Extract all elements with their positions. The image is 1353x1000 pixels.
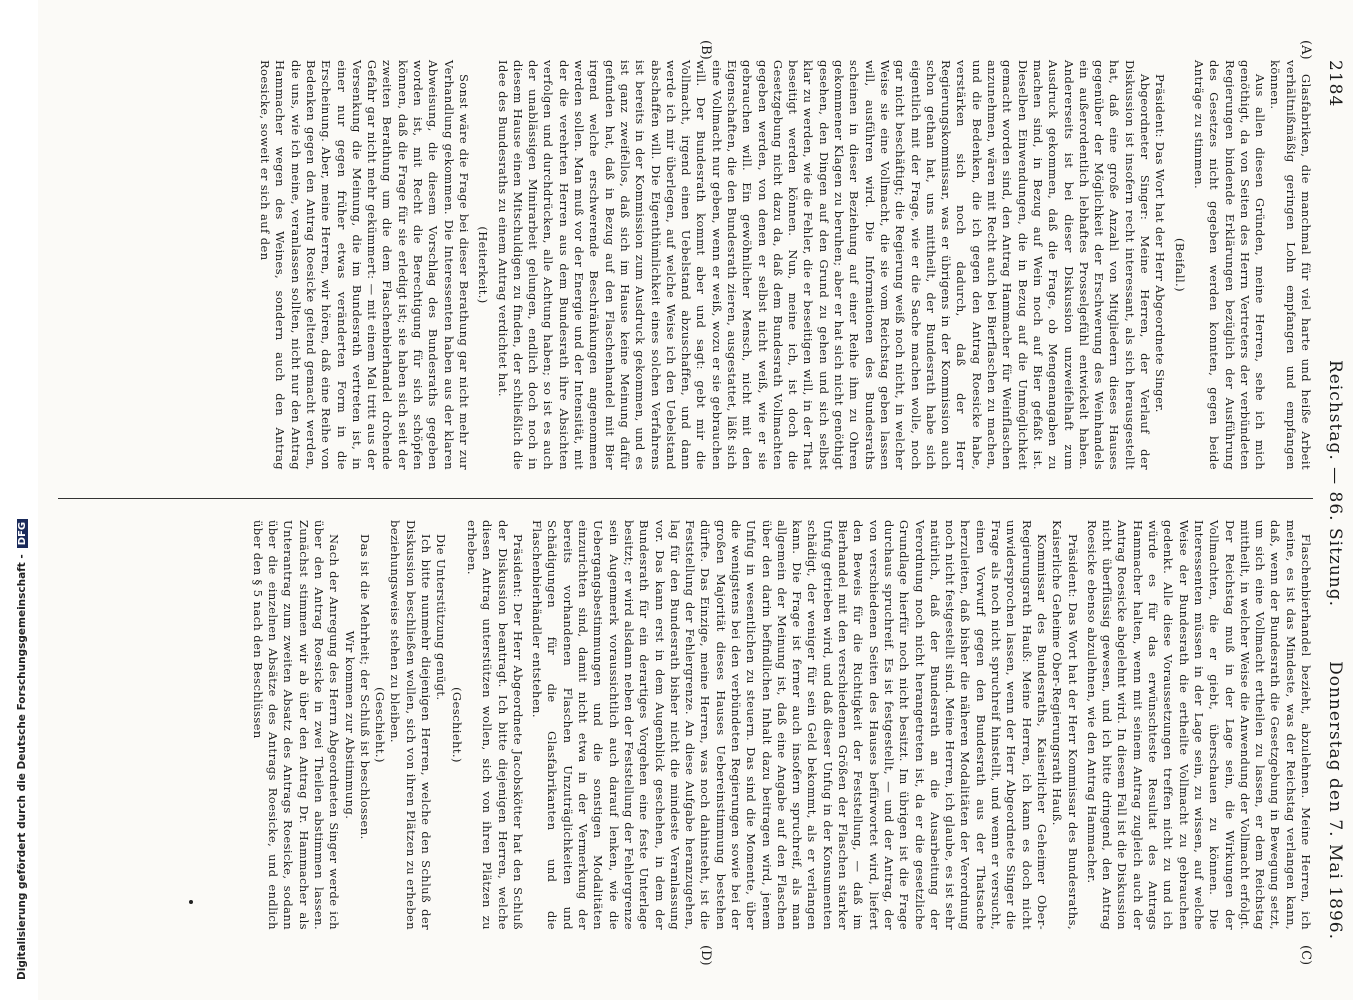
column-divider xyxy=(58,498,1313,499)
paragraph: Präsident: Der Herr Abgeordnete Jacobskötter hat den Schluß der Diskussion beantragt. Ich bitte diejenigen Herren, welche diesen Antrag unterstützen wollen, sich von ihren Plätzen zu erheben. xyxy=(464,520,525,930)
paragraph: Ich bitte nunmehr diejenigen Herren, welche den Schluß der Diskussion beschließen wollen, sich von ihren Plätzen zu erheben beziehungsweise stehen zu bleiben. xyxy=(388,520,434,930)
paragraph: Die Unterstützung genügt. xyxy=(434,534,449,701)
paragraph: Präsident: Das Wort hat der Herr Kommissar des Bundesraths, Kaiserliche Geheime Ober-Regierungsrath Hauß. xyxy=(1050,520,1080,930)
interjection: (Geschieht.) xyxy=(449,687,464,763)
dfg-logo: DFG xyxy=(17,519,28,548)
paragraph: Sonst wäre die Frage bei dieser Berathung gar nicht mehr zur Verhandlung gekommen. Die Interessenten haben aus der klaren Abweisung, die diesem Vorschlag des Bundesraths gegeben worden ist, mit Recht die Berechtigung für sich schöpfen können, daß die Frage für sie erledigt ist; sie haben sich seit der zweiten Berathung um die dem Flaschenbierhandel drohende Gefahr gar nicht mehr gekümmert: — mit einem Mal tritt aus der Versenkung die Meinung, die im Bundesrath vertreten ist, in einer nur gegen früher etwas veränderten Form in die Erscheinung. Aber, meine Herren, wir hören, daß eine Reihe von Bedenken gegen den Antrag Roesicke geltend gemacht werden, die uns, wie ich meine, veranlassen sollten, nicht nur den Antrag Hammacher wegen des Weines, sondern auch den Antrag Roesicke, soweit er sich auf den xyxy=(258,60,471,470)
left-column xyxy=(257,60,1313,470)
paragraph: Aus allen diesen Gründen, meine Herren, sehe ich mich genöthigt, da von Seiten des Herrn Vertreters der verbündeten Regierungen bindende Erklärungen bezüglich der Ausführung des Gesetzes nicht gegeben werden konnten, gegen beide Anträge zu stimmen. xyxy=(1191,60,1268,470)
paragraph: Nach der Anregung des Herrn Abgeordneten Singer werde ich über den Antrag Roesicke in zwei Theilen abstimmen lassen. Zunächst stimmen wir ab über den Antrag Dr. Hammacher als Unterantrag zum zweiten Absatz des Antrags Roesicke, sodann über die einzelnen Absätze des Antrags Roesicke, und endlich über den § 5 nach den Beschlüssen xyxy=(250,520,342,930)
digitization-notice xyxy=(0,0,28,1000)
interjection: (Heiterkeit.) xyxy=(476,226,491,304)
digitization-notice-text: Digitalisierung gefördert durch die Deutsche Forschungsgemeinschaft - xyxy=(16,554,28,980)
interjection: (Beifall.) xyxy=(1172,237,1187,293)
paragraph: Wir kommen zur Abstimmung. xyxy=(342,630,357,820)
paragraph: Abgeordneter Singer: Meine Herren, der Verlauf der Diskussion ist insofern recht interessant, als sich herausgestellt hat, daß eine große Anzahl von Mitgliedern dieses Hauses gegenüber der Möglichkeit der Erschwerung des Weinhandels ein außerordentlich lebhaftes Prosselgefühl entwickelt haben. Andererseits ist bei dieser Diskussion unzweifelhaft zum Ausdruck gekommen, daß die Frage, ob Mengenangaben zu machen sind, in Bezug auf Wein noch auf Bier gefaßt ist. Dieselben Einwendungen, die in Bezug auf die Unmöglichkeit gemacht worden sind, den Antrag Hammacher für Weinflaschen anzunehmen, wären mit Recht auch bei Bierflaschen zu machen, und die Bedenken, die ich gegen den Antrag Roesicke habe, verstärken sich noch dadurch, daß der Herr Regierungskommissar, was er übrigens in der Kommission auch schon gethan hat, uns mittheilt, der Bundesrath habe sich eigentlich mit der Frage, wie er die Sache machen wolle, noch gar nicht beschäftigt; die Regierung weiß noch nicht, in welcher Weise sie eine Vollmacht, die sie vom Reichstag geben lassen will, ausführen wird. Die Informationen des Bundesraths scheinen in dieser Beziehung auf einer Reihe ihm zu Ohren gekommener Klagen zu beruhen; aber er hat sich nicht genöthigt gesehen, den Dingen auf den Grund zu gehen und sich selbst klar zu werden, wie die Fehler, die er beseitigen will, in der That beseitigt werden können. Nun, meine ich, ist doch die Gesetzgebung nicht dazu da, daß dem Bundesrath Vollmachten gegeben werden, von denen er selbst nicht weiß, wie er sie gebrauchen will. Ein gewöhnlicher Mensch, nicht mit den Eigenschaften, die den Bundesrath zieren, ausgestattet, läßt sich eine Vollmacht nur geben, wenn er weiß, wozu er sie gebrauchen will. Der Bundesrath kommt aber und sagt: gebt mir die Vollmacht, irgend einen Uebelstand abzuschaffen, und dann werde ich mir überlegen, auf welche Weise ich den Uebelstand abschaffen will. Die Eigenthümlichkeit eines solchen Verfahrens ist bereits in der Kommission zum Ausdruck gekommen, und es ist ganz zweifellos, daß sich im Hause keine Meinung dafür gefunden hat, daß in Bezug auf den Flaschenhandel mit Bier irgend welche erschwerende Beschränkungen angenommen werden sollen. Man muß vor der Energie und der Intensität, mit der die verehrten Herren aus dem Bundesrath ihre Absichten verfolgen und durchdrücken, alle Achtung haben; so ist es auch der unablässigen Minirarbeit gelungen, endlich doch noch in diesem Hause einen Mitschuldigen zu finden, der schließlich die Idee des Bundesraths zu einem Antrag verdichtet hat. xyxy=(495,60,1153,470)
page-number: 2184 xyxy=(1325,60,1345,108)
page-header xyxy=(1319,60,1345,940)
margin-marker-c: (C) xyxy=(1298,945,1313,966)
paragraph: Das ist die Mehrheit; der Schluß ist beschlossen. xyxy=(357,534,372,840)
right-column xyxy=(250,520,1313,930)
paragraph: Präsident: Das Wort hat der Herr Abgeordnete Singer. xyxy=(1153,74,1168,413)
margin-marker-b: (B) xyxy=(698,40,713,60)
paragraph: Glasfabriken, die manchmal für viel harte und heiße Arbeit verhältnißmäßig geringen Lohn empfangen und empfangen können. xyxy=(1268,60,1313,470)
interjection: (Geschieht.) xyxy=(373,687,388,763)
margin-marker-a: (A) xyxy=(1298,40,1313,60)
header-session: Reichstag. — 86. Sitzung. xyxy=(1325,360,1345,608)
paragraph: Kommissar des Bundesraths, Kaiserlicher Geheimer Ober-Regierungsrath Hauß: Meine Herren, ich kann es doch nicht unwidersprochen lassen, wenn der Herr Abgeordnete Singer die Frage als noch nicht spruchreif hinstellt, und wenn er versucht, einen Vorwurf gegen den Bundesrath aus der Thatsache herzuleiten, daß bisher die näheren Modalitäten der Verordnung noch nicht festgestellt sind. Meine Herren, ich glaube, es ist sehr natürlich, daß der Bundesrath an die Ausarbeitung der Verordnung noch nicht herangetreten ist, da er die gesetzliche Grundlage hierfür noch nicht besitzt. Im übrigen ist die Frage durchaus spruchreif. Es ist festgestellt, — und der Antrag, der von verschiedenen Seiten des Hauses befürwortet wird, liefert den Beweis für die Richtigkeit der Feststellung, — daß im Bierhandel mit den verschiedenen Größen der Flaschen starker Unfug getrieben wird, und daß dieser Unfug in der Konsumenten schädigt, der weniger für sein Geld bekommt, als er verlangen kann. Die Frage ist ferner auch insofern spruchreif, als man allgemein der Meinung ist, daß eine Angabe auf den Flaschen über den darin befindlichen Inhalt dazu beitragen wird, jenem Unfug in wesentlichen zu steuern. Das sind die Momente, über die wenigstens bei den verbündeten Regierungen sowie bei der großen Majorität dieses Hauses Uebereinstimmung bestehen dürfte. Das Einzige, meine Herren, was noch dahinsteht, ist die Feststellung der Fehlergrenze. An diese Aufgabe heranzugehen, lag für den Bundesrath bisher nicht die mindeste Veranlassung vor. Das kann erst in dem Augenblick geschehen, in dem der Bundesrath für ein derartiges Vorgehen eine feste Unterlage besitzt; er wird alsdann neben der Feststellung der Fehlergrenze sein Augenmerk voraussichtlich auch darauf lenken, wie die Uebergangsbestimmungen und die sonstigen Modalitäten einzurichten sind, damit nicht etwa in der Vermerkung der bereits vorhandenen Flaschen Unzuträglichkeiten und Schädigungen für die Glasfabrikanten und die Flaschenbierhändler entstehen. xyxy=(530,520,1049,930)
header-date: Donnerstag den 7. Mai 1896. xyxy=(1325,661,1345,940)
margin-marker-d: (D) xyxy=(698,945,713,966)
ink-dot xyxy=(189,900,193,904)
document-page xyxy=(38,0,1353,1000)
paragraph: Flaschenbierhandel bezieht, abzulehnen. Meine Herren, ich meine, es ist das Mindeste, was der Reichstag verlangen kann, daß, wenn der Bundesrath die Gesetzgebung in Bewegung setzt, um sich eine Vollmacht ertheilen zu lassen, er dem Reichstag mittheilt, in welcher Weise die Anwendung der Vollmacht erfolgt. Der Reichstag muß in der Lage sein, die Wirkungen der Vollmachten, die er giebt, überschauen zu können. Die Interessenten müssen in der Lage sein, zu wissen, auf welche Weise der Bundesrath die ertheilte Vollmacht zu gebrauchen gedenkt. Alle diese Voraussetzungen treffen nicht zu und ich würde es für das erwünschteste Resultat des Antrags Hammacher halten, wenn mit seinem Antrag zugleich auch der Antrag Roesicke abgelehnt wird. In diesem Fall ist die Diskussion nicht überflüssig gewesen, und ich bitte dringend, den Antrag Roesicke ebenso abzulehnen, wie den Antrag Hammacher. xyxy=(1084,520,1313,930)
